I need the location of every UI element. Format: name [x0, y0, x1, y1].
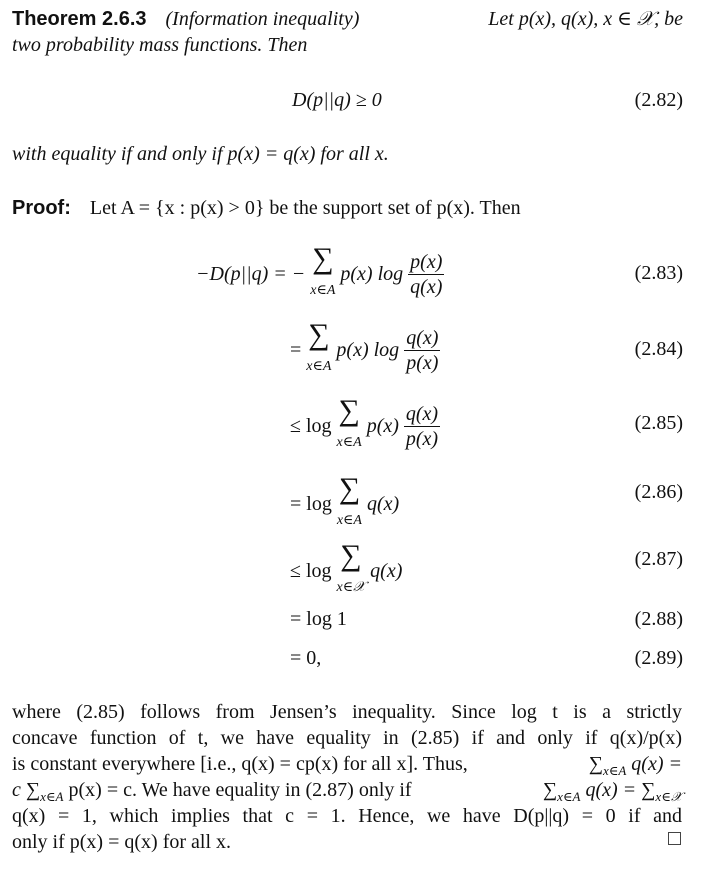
derivation-row-2-84	[290, 320, 440, 380]
equation-number-2-82: (2.82)	[634, 89, 683, 111]
equation-number-2-87: (2.87)	[634, 548, 683, 570]
sum-symbol: ∑	[338, 394, 360, 427]
proof-intro-line	[12, 195, 521, 221]
sum-operator	[337, 396, 362, 456]
sum-operator	[310, 244, 335, 304]
sum-symbol: ∑	[308, 318, 330, 351]
conclusion-line-6: only if p(x) = q(x) for all x.	[12, 831, 232, 853]
derivation-body: p(x)	[366, 415, 399, 437]
derivation-row-2-86	[290, 474, 399, 534]
derivation-row-2-87	[290, 541, 402, 601]
conclusion-text: is constant everywhere [i.e., q(x) = cp(x) for all x]. Thus,	[12, 753, 468, 775]
fraction-denominator: p(x)	[405, 427, 439, 450]
equation-number-2-88: (2.88)	[634, 608, 683, 630]
equation-number-2-86: (2.86)	[634, 481, 683, 503]
equality-statement: with equality if and only if p(x) = q(x) for all x.	[12, 143, 389, 165]
derivation-body: q(x)	[366, 493, 400, 515]
derivation-body: p(x) log	[336, 339, 400, 361]
sum-symbol: ∑	[340, 539, 362, 572]
theorem-label: Theorem 2.6.3	[12, 8, 147, 30]
sum-symbol: ∑	[588, 753, 603, 775]
derivation-row-2-83	[196, 244, 444, 304]
proof-intro: Let A = {x : p(x) > 0} be the support set of p(x). Then	[89, 197, 521, 219]
conclusion-text: q(x) =	[585, 779, 637, 801]
sum-subscript: x∈A	[557, 789, 581, 804]
derivation-fraction	[408, 250, 444, 299]
sum-subscript: x∈A	[602, 763, 627, 778]
qed-box-icon	[668, 832, 681, 845]
sum-symbol: ∑	[542, 779, 558, 801]
equation-number-2-89: (2.89)	[634, 647, 683, 669]
main-equation: D(p||q) ≥ 0	[292, 89, 382, 111]
conclusion-line-2: concave function of t, we have equality in (2.85) if and only if q(x)/p(x)	[12, 727, 682, 749]
derivation-lhs: =	[290, 339, 302, 361]
sum-subscript: x∈𝒳	[655, 789, 682, 804]
equation-number-2-83: (2.83)	[634, 262, 683, 284]
derivation-row-2-88: = log 1	[290, 608, 347, 630]
derivation-body: p(x) log	[340, 263, 404, 285]
sum-symbol: ∑	[312, 242, 334, 275]
theorem-statement-line2: two probability mass functions. Then	[12, 34, 308, 56]
conclusion-text: c	[12, 779, 21, 801]
sum-subscript: x∈A	[336, 513, 362, 528]
sum-symbol: ∑	[25, 779, 41, 801]
conclusion-text: p(x) = c. We have equality in (2.87) only if	[68, 779, 412, 801]
derivation-lhs: −D(p||q) = −	[196, 263, 306, 285]
derivation-lhs: ≤ log	[290, 415, 332, 437]
derivation-row-2-85	[290, 396, 440, 456]
equation-number-2-84: (2.84)	[634, 338, 683, 360]
fraction-numerator: q(x)	[406, 326, 439, 349]
derivation-lhs: = log	[290, 493, 332, 515]
sum-operator	[306, 320, 331, 380]
conclusion-line-5: q(x) = 1, which implies that c = 1. Hence, we have D(p||q) = 0 if and	[12, 805, 682, 827]
theorem-header	[12, 6, 359, 32]
sum-subscript: x∈A	[336, 435, 362, 450]
fraction-numerator: q(x)	[405, 402, 439, 425]
sum-subscript: x∈A	[306, 359, 332, 374]
derivation-lhs: ≤ log	[290, 560, 332, 582]
derivation-row-2-89: = 0,	[290, 647, 322, 669]
sum-symbol: ∑	[338, 472, 361, 505]
derivation-fraction	[404, 326, 440, 375]
conclusion-line-1: where (2.85) follows from Jensen’s inequality. Since log t is a strictly	[12, 701, 682, 723]
fraction-denominator: p(x)	[406, 351, 439, 374]
sum-subscript: x∈A	[40, 789, 64, 804]
equation-number-2-85: (2.85)	[634, 412, 683, 434]
fraction-numerator: p(x)	[410, 250, 443, 273]
theorem-statement-line1: Let p(x), q(x), x ∈ 𝒳, be	[488, 8, 683, 30]
sum-subscript: x∈𝒳	[336, 580, 366, 595]
theorem-name: (Information inequality)	[165, 8, 360, 30]
sum-subscript: x∈A	[310, 283, 336, 298]
sum-operator	[337, 474, 362, 534]
fraction-denominator: q(x)	[410, 275, 443, 298]
conclusion-text: q(x) =	[631, 753, 682, 775]
sum-symbol: ∑	[641, 779, 656, 801]
derivation-fraction	[404, 402, 440, 451]
proof-label: Proof:	[12, 197, 71, 219]
derivation-body: q(x)	[370, 560, 403, 582]
sum-operator	[337, 541, 366, 601]
